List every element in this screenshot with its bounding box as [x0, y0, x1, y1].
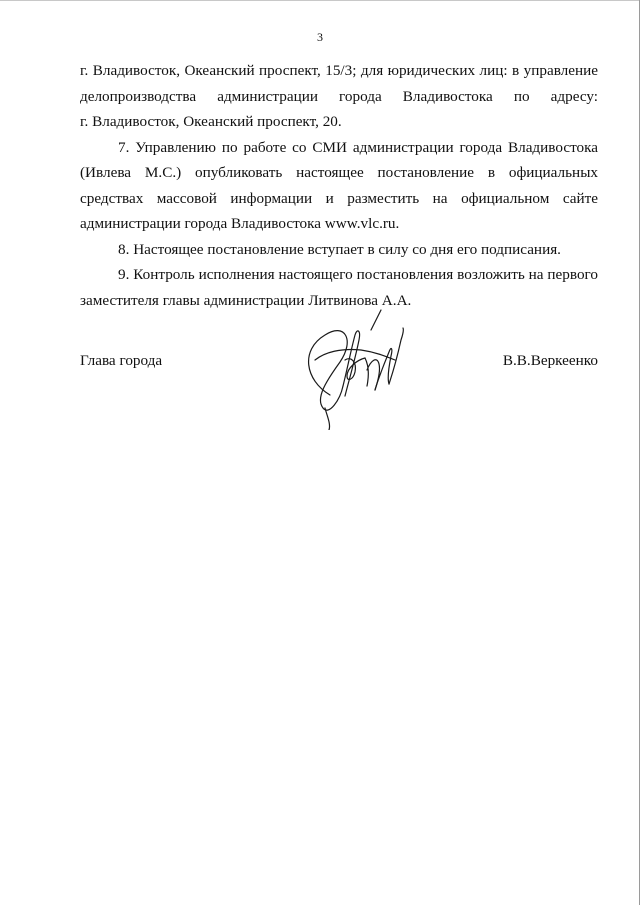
paragraph-6-line-1: г. Владивосток, Океанский проспект, 15/3; для юридических лиц: в управление [80, 62, 598, 79]
paragraph-7-line-1: 7. Управлению по работе со СМИ администрации города Владивостока [118, 138, 598, 156]
paragraph-6-line-2: делопроизводства администрации города Владивостока по адресу: [80, 87, 598, 105]
page-number: 3 [317, 30, 323, 44]
document-body [80, 58, 598, 313]
paragraph-7-line-3: средствах массовой информации и разместить на официальном сайте [80, 189, 598, 207]
signatory-name: В.В.Веркеенко [502, 352, 598, 369]
paragraph-7-line-2: (Ивлева М.С.) опубликовать настоящее постановление в официальных [80, 164, 598, 181]
paragraph-7-line-4: администрации города Владивостока www.vlc.ru. [80, 215, 400, 232]
handwritten-signature [285, 300, 415, 430]
scan-edge-top [0, 0, 640, 1]
paragraph-9-line-1: 9. Контроль исполнения настоящего постановления возложить на первого [118, 266, 598, 283]
position-title: Глава города [80, 352, 163, 369]
paragraph-9-line-2: заместителя главы администрации Литвинова А.А. [80, 291, 412, 309]
paragraph-8-line-1: 8. Настоящее постановление вступает в силу со дня его подписания. [118, 240, 561, 258]
paragraph-6-line-3: г. Владивосток, Океанский проспект, 20. [80, 113, 342, 130]
